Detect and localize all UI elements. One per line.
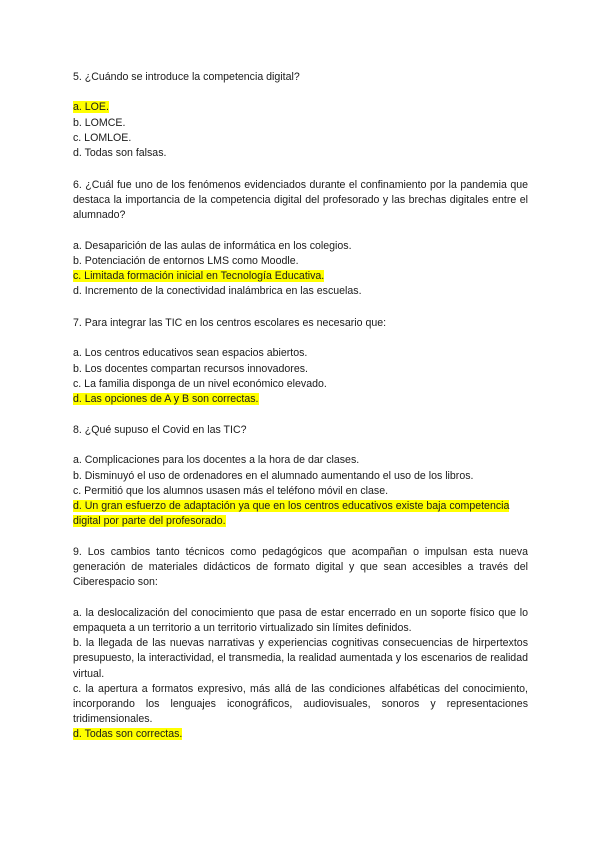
option-c: c. la apertura a formatos expresivo, más allá de las condiciones alfabéticas del conocimiento, incorporando los lenguajes iconográficos, audiovisuales, sonoros y representaciones tridimensionales. bbox=[73, 682, 528, 726]
option-a: a. la deslocalización del conocimiento que pasa de estar encerrado en un soporte físico que lo empaqueta a un territorio a un territorio virtualizado sin límites definidos. bbox=[73, 606, 528, 634]
question-text: 6. ¿Cuál fue uno de los fenómenos evidenciados durante el confinamiento por la pandemia que destaca la importancia de la competencia digital del profesorado y las brechas digitales entre el alumnado? bbox=[73, 179, 528, 222]
question-8 bbox=[73, 423, 528, 529]
option-c: c. Permitió que los alumnos usasen más el teléfono móvil en clase. bbox=[73, 484, 389, 497]
option-b: b. Potenciación de entornos LMS como Moodle. bbox=[73, 255, 299, 267]
question-text: 7. Para integrar las TIC en los centros escolares es necesario que: bbox=[73, 317, 387, 329]
question-7 bbox=[73, 316, 528, 407]
highlighted-answer: d. Las opciones de A y B son correctas. bbox=[73, 393, 259, 405]
option-b: b. LOMCE. bbox=[73, 116, 126, 129]
question-5 bbox=[73, 70, 528, 161]
option-d: d. Incremento de la conectividad inalámbrica en las escuelas. bbox=[73, 285, 362, 298]
highlighted-answer: c. Limitada formación inicial en Tecnología Educativa. bbox=[73, 270, 325, 283]
option-d bbox=[73, 727, 528, 742]
option-a: a. Desaparición de las aulas de informática en los colegios. bbox=[73, 239, 352, 252]
option-c: c. LOMLOE. bbox=[73, 131, 132, 144]
question-text: 8. ¿Qué supuso el Covid en las TIC? bbox=[73, 424, 247, 436]
option-d bbox=[73, 499, 528, 529]
question-6 bbox=[73, 178, 528, 300]
option-b: b. Los docentes compartan recursos innovadores. bbox=[73, 362, 308, 375]
highlighted-answer: a. LOE. bbox=[73, 101, 109, 114]
option-b: b. Disminuyó el uso de ordenadores en el alumnado aumentando el uso de los libros. bbox=[73, 469, 474, 482]
option-a bbox=[73, 100, 528, 115]
option-a: a. Complicaciones para los docentes a la hora de dar clases. bbox=[73, 454, 360, 467]
option-c bbox=[73, 269, 528, 284]
option-a: a. Los centros educativos sean espacios abiertos. bbox=[73, 347, 308, 360]
option-d: d. Todas son falsas. bbox=[73, 147, 167, 159]
option-b: b. la llegada de las nuevas narrativas y experiencias cognitivas consecuencias de hirpertextos presupuesto, la interactividad, el transmedia, la realidad aumentada y los escenarios de realidad virtual. bbox=[73, 637, 528, 680]
question-9 bbox=[73, 545, 528, 743]
question-text: 5. ¿Cuándo se introduce la competencia digital? bbox=[73, 71, 300, 83]
option-c: c. La familia disponga de un nivel económico elevado. bbox=[73, 377, 327, 390]
highlighted-answer: d. Un gran esfuerzo de adaptación ya que en los centros educativos existe baja competencia digital por parte del profesorado. bbox=[73, 500, 510, 528]
option-d bbox=[73, 392, 528, 407]
question-text: 9. Los cambios tanto técnicos como pedagógicos que acompañan o impulsan esta nueva generación de materiales didácticos de formato digital y que sean accesibles a través del Ciberespacio son: bbox=[73, 546, 528, 589]
highlighted-answer: d. Todas son correctas. bbox=[73, 728, 183, 741]
